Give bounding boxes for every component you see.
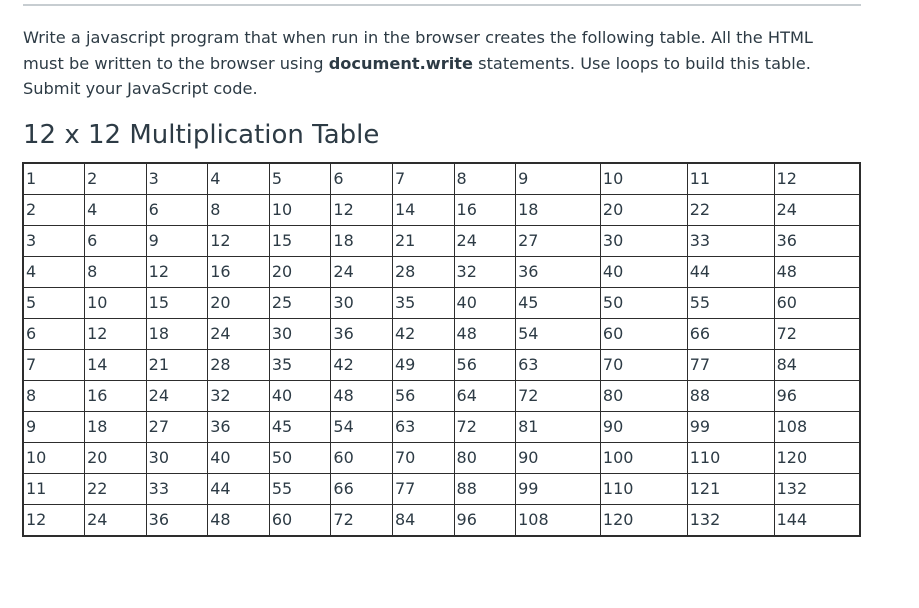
table-cell: 4 <box>23 257 85 288</box>
table-cell: 96 <box>774 381 860 412</box>
table-cell: 42 <box>392 319 454 350</box>
table-cell: 108 <box>516 505 601 537</box>
table-cell: 15 <box>269 226 331 257</box>
table-cell: 20 <box>600 195 687 226</box>
table-cell: 44 <box>208 474 270 505</box>
table-row <box>23 474 860 505</box>
table-cell: 4 <box>208 163 270 195</box>
table-row <box>23 319 860 350</box>
table-cell: 21 <box>392 226 454 257</box>
table-cell: 28 <box>392 257 454 288</box>
table-cell: 42 <box>331 350 393 381</box>
table-cell: 60 <box>600 319 687 350</box>
top-divider <box>23 4 861 6</box>
table-cell: 60 <box>774 288 860 319</box>
table-cell: 99 <box>687 412 774 443</box>
table-cell: 96 <box>454 505 516 537</box>
table-row <box>23 226 860 257</box>
table-cell: 48 <box>454 319 516 350</box>
table-cell: 80 <box>600 381 687 412</box>
table-cell: 14 <box>85 350 147 381</box>
table-row <box>23 288 860 319</box>
table-cell: 21 <box>146 350 208 381</box>
instructions-code-term: document.write <box>328 53 473 73</box>
table-cell: 6 <box>331 163 393 195</box>
table-cell: 27 <box>146 412 208 443</box>
table-cell: 30 <box>331 288 393 319</box>
table-cell: 40 <box>208 443 270 474</box>
table-cell: 120 <box>600 505 687 537</box>
table-cell: 8 <box>208 195 270 226</box>
table-cell: 33 <box>146 474 208 505</box>
table-cell: 66 <box>687 319 774 350</box>
table-cell: 16 <box>85 381 147 412</box>
table-cell: 10 <box>85 288 147 319</box>
table-cell: 24 <box>208 319 270 350</box>
table-cell: 108 <box>774 412 860 443</box>
table-cell: 90 <box>600 412 687 443</box>
table-cell: 30 <box>146 443 208 474</box>
table-cell: 72 <box>331 505 393 537</box>
table-cell: 12 <box>85 319 147 350</box>
table-cell: 72 <box>454 412 516 443</box>
table-cell: 84 <box>774 350 860 381</box>
table-cell: 40 <box>454 288 516 319</box>
table-cell: 7 <box>23 350 85 381</box>
table-cell: 36 <box>331 319 393 350</box>
table-cell: 88 <box>687 381 774 412</box>
table-cell: 5 <box>23 288 85 319</box>
table-cell: 8 <box>454 163 516 195</box>
table-cell: 55 <box>687 288 774 319</box>
table-cell: 12 <box>331 195 393 226</box>
table-cell: 88 <box>454 474 516 505</box>
table-cell: 20 <box>85 443 147 474</box>
table-cell: 54 <box>516 319 601 350</box>
table-cell: 36 <box>146 505 208 537</box>
table-cell: 121 <box>687 474 774 505</box>
table-cell: 72 <box>516 381 601 412</box>
table-cell: 3 <box>146 163 208 195</box>
table-cell: 5 <box>269 163 331 195</box>
table-cell: 24 <box>331 257 393 288</box>
table-cell: 56 <box>392 381 454 412</box>
instructions-text-before: Write a javascript program that when run in the browser creates the following table. All the HTML must be written to the browser using <box>23 28 813 73</box>
table-cell: 10 <box>600 163 687 195</box>
table-cell: 12 <box>146 257 208 288</box>
table-cell: 24 <box>454 226 516 257</box>
table-cell: 22 <box>687 195 774 226</box>
table-cell: 72 <box>774 319 860 350</box>
table-cell: 9 <box>23 412 85 443</box>
table-cell: 11 <box>23 474 85 505</box>
table-cell: 60 <box>269 505 331 537</box>
table-cell: 144 <box>774 505 860 537</box>
table-cell: 55 <box>269 474 331 505</box>
table-cell: 70 <box>600 350 687 381</box>
table-cell: 80 <box>454 443 516 474</box>
table-cell: 18 <box>516 195 601 226</box>
table-cell: 60 <box>331 443 393 474</box>
table-cell: 45 <box>269 412 331 443</box>
assignment-instructions <box>23 25 853 102</box>
table-cell: 63 <box>516 350 601 381</box>
table-row <box>23 412 860 443</box>
table-cell: 36 <box>516 257 601 288</box>
table-cell: 22 <box>85 474 147 505</box>
table-cell: 2 <box>85 163 147 195</box>
table-cell: 48 <box>208 505 270 537</box>
table-cell: 12 <box>774 163 860 195</box>
table-cell: 9 <box>516 163 601 195</box>
table-cell: 27 <box>516 226 601 257</box>
table-cell: 77 <box>392 474 454 505</box>
table-cell: 12 <box>208 226 270 257</box>
table-row <box>23 163 860 195</box>
table-cell: 100 <box>600 443 687 474</box>
table-cell: 110 <box>600 474 687 505</box>
table-cell: 10 <box>23 443 85 474</box>
table-cell: 10 <box>269 195 331 226</box>
table-cell: 7 <box>392 163 454 195</box>
table-cell: 132 <box>687 505 774 537</box>
table-cell: 35 <box>269 350 331 381</box>
table-cell: 48 <box>331 381 393 412</box>
table-cell: 8 <box>23 381 85 412</box>
table-cell: 18 <box>331 226 393 257</box>
table-cell: 16 <box>208 257 270 288</box>
table-cell: 2 <box>23 195 85 226</box>
table-cell: 1 <box>23 163 85 195</box>
table-row <box>23 195 860 226</box>
table-cell: 63 <box>392 412 454 443</box>
table-cell: 14 <box>392 195 454 226</box>
table-cell: 24 <box>146 381 208 412</box>
table-cell: 84 <box>392 505 454 537</box>
table-cell: 9 <box>146 226 208 257</box>
table-row <box>23 381 860 412</box>
table-body <box>23 163 860 536</box>
table-cell: 50 <box>269 443 331 474</box>
table-cell: 48 <box>774 257 860 288</box>
table-cell: 24 <box>774 195 860 226</box>
table-row <box>23 505 860 537</box>
table-cell: 132 <box>774 474 860 505</box>
table-cell: 56 <box>454 350 516 381</box>
table-row <box>23 350 860 381</box>
table-cell: 120 <box>774 443 860 474</box>
table-cell: 6 <box>146 195 208 226</box>
table-cell: 20 <box>208 288 270 319</box>
table-cell: 4 <box>85 195 147 226</box>
table-cell: 20 <box>269 257 331 288</box>
table-cell: 70 <box>392 443 454 474</box>
table-cell: 28 <box>208 350 270 381</box>
multiplication-table <box>22 162 861 537</box>
table-row <box>23 257 860 288</box>
table-cell: 18 <box>85 412 147 443</box>
table-cell: 36 <box>774 226 860 257</box>
table-title: 12 x 12 Multiplication Table <box>23 120 380 150</box>
table-cell: 15 <box>146 288 208 319</box>
table-cell: 35 <box>392 288 454 319</box>
table-cell: 45 <box>516 288 601 319</box>
table-cell: 40 <box>269 381 331 412</box>
table-cell: 25 <box>269 288 331 319</box>
table-cell: 6 <box>85 226 147 257</box>
table-cell: 30 <box>269 319 331 350</box>
table-cell: 12 <box>23 505 85 537</box>
table-cell: 32 <box>208 381 270 412</box>
table-cell: 49 <box>392 350 454 381</box>
table-cell: 6 <box>23 319 85 350</box>
table-cell: 44 <box>687 257 774 288</box>
table-cell: 32 <box>454 257 516 288</box>
table-cell: 81 <box>516 412 601 443</box>
table-cell: 24 <box>85 505 147 537</box>
table-row <box>23 443 860 474</box>
table-cell: 50 <box>600 288 687 319</box>
table-cell: 8 <box>85 257 147 288</box>
table-cell: 3 <box>23 226 85 257</box>
table-cell: 99 <box>516 474 601 505</box>
table-cell: 64 <box>454 381 516 412</box>
table-cell: 90 <box>516 443 601 474</box>
table-cell: 40 <box>600 257 687 288</box>
instructions-text-after: statements. Use loops to build this table. Submit your JavaScript code. <box>23 53 811 98</box>
table-cell: 36 <box>208 412 270 443</box>
table-cell: 30 <box>600 226 687 257</box>
table-cell: 66 <box>331 474 393 505</box>
table-cell: 54 <box>331 412 393 443</box>
table-cell: 11 <box>687 163 774 195</box>
table-cell: 77 <box>687 350 774 381</box>
table-cell: 16 <box>454 195 516 226</box>
table-cell: 110 <box>687 443 774 474</box>
table-cell: 18 <box>146 319 208 350</box>
table-cell: 33 <box>687 226 774 257</box>
